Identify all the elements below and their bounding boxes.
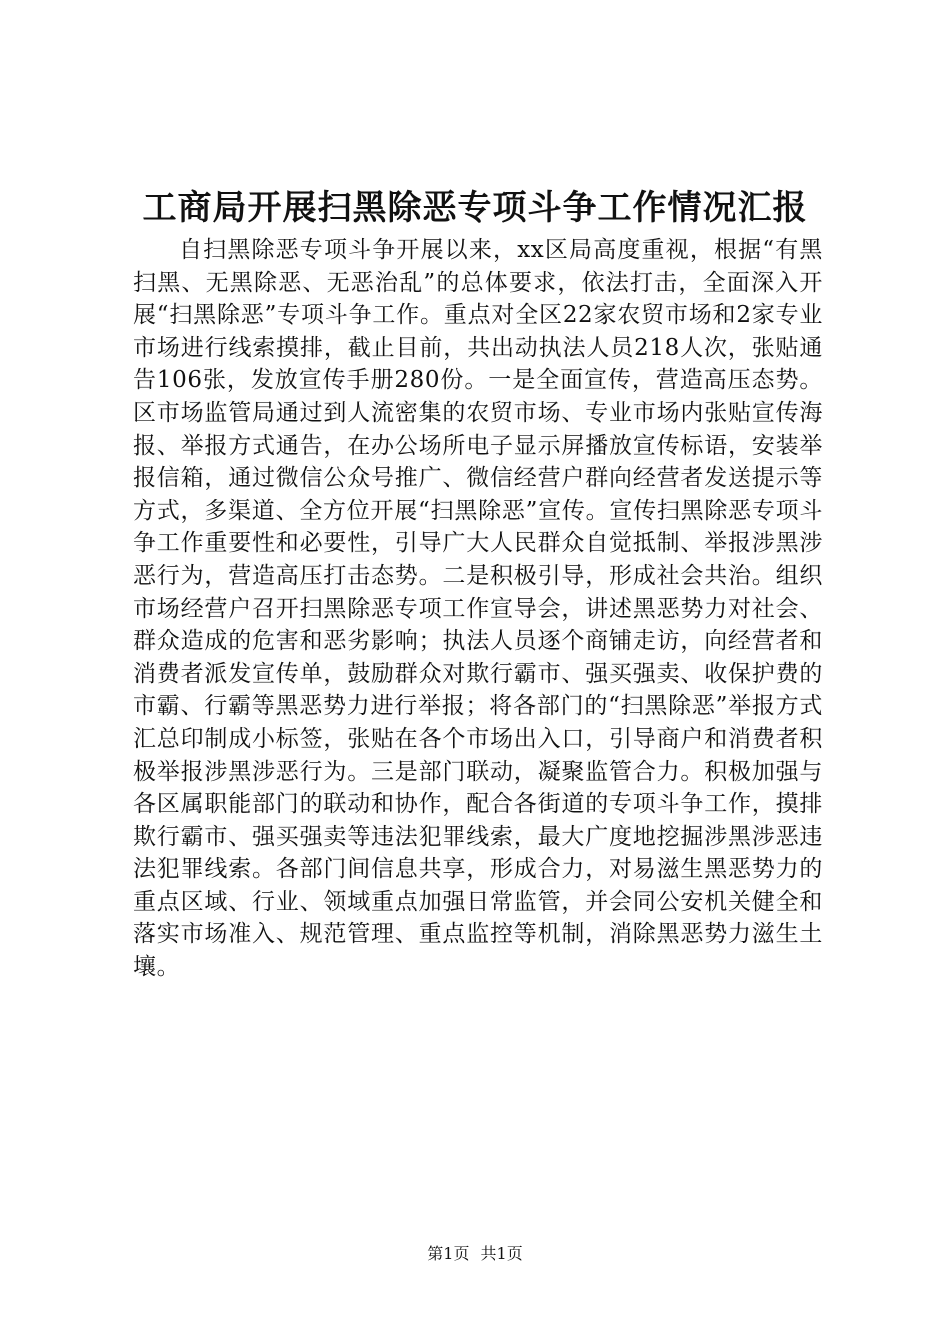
page-footer <box>0 1242 950 1266</box>
document-body-paragraph: 自扫黑除恶专项斗争开展以来，xx区局高度重视，根据“有黑扫黑、无黑除恶、无恶治乱”的总体要求，依法打击，全面深入开展“扫黑除恶”专项斗争工作。重点对全区22家农贸市场和2家专业市场进行线索摸排，截止目前，共出动执法人员218人次，张贴通告106张，发放宣传手册280份。一是全面宣传，营造高压态势。区市场监管局通过到人流密集的农贸市场、专业市场内张贴宣传海报、举报方式通告，在办公场所电子显示屏播放宣传标语，安装举报信箱，通过微信公众号推广、微信经营户群向经营者发送提示等方式，多渠道、全方位开展“扫黑除恶”宣传。宣传扫黑除恶专项斗争工作重要性和必要性，引导广大人民群众自觉抵制、举报涉黑涉恶行为，营造高压打击态势。二是积极引导，形成社会共治。组织市场经营户召开扫黑除恶专项工作宣导会，讲述黑恶势力对社会、群众造成的危害和恶劣影响；执法人员逐个商铺走访，向经营者和消费者派发宣传单，鼓励群众对欺行霸市、强买强卖、收保护费的市霸、行霸等黑恶势力进行举报；将各部门的“扫黑除恶”举报方式汇总印制成小标签，张贴在各个市场出入口，引导商户和消费者积极举报涉黑涉恶行为。三是部门联动，凝聚监管合力。积极加强与各区属职能部门的联动和协作，配合各街道的专项斗争工作，摸排欺行霸市、强买强卖等违法犯罪线索，最大广度地挖掘涉黑涉恶违法犯罪线索。各部门间信息共享，形成合力，对易滋生黑恶势力的重点区域、行业、领域重点加强日常监管，并会同公安机关健全和落实市场准入、规范管理、重点监控等机制，消除黑恶势力滋生土壤。 <box>133 237 823 981</box>
page-number-current: 第1页 <box>427 1244 470 1263</box>
page-number-total: 共1页 <box>480 1244 523 1263</box>
document-title: 工商局开展扫黑除恶专项斗争工作情况汇报 <box>142 188 808 228</box>
